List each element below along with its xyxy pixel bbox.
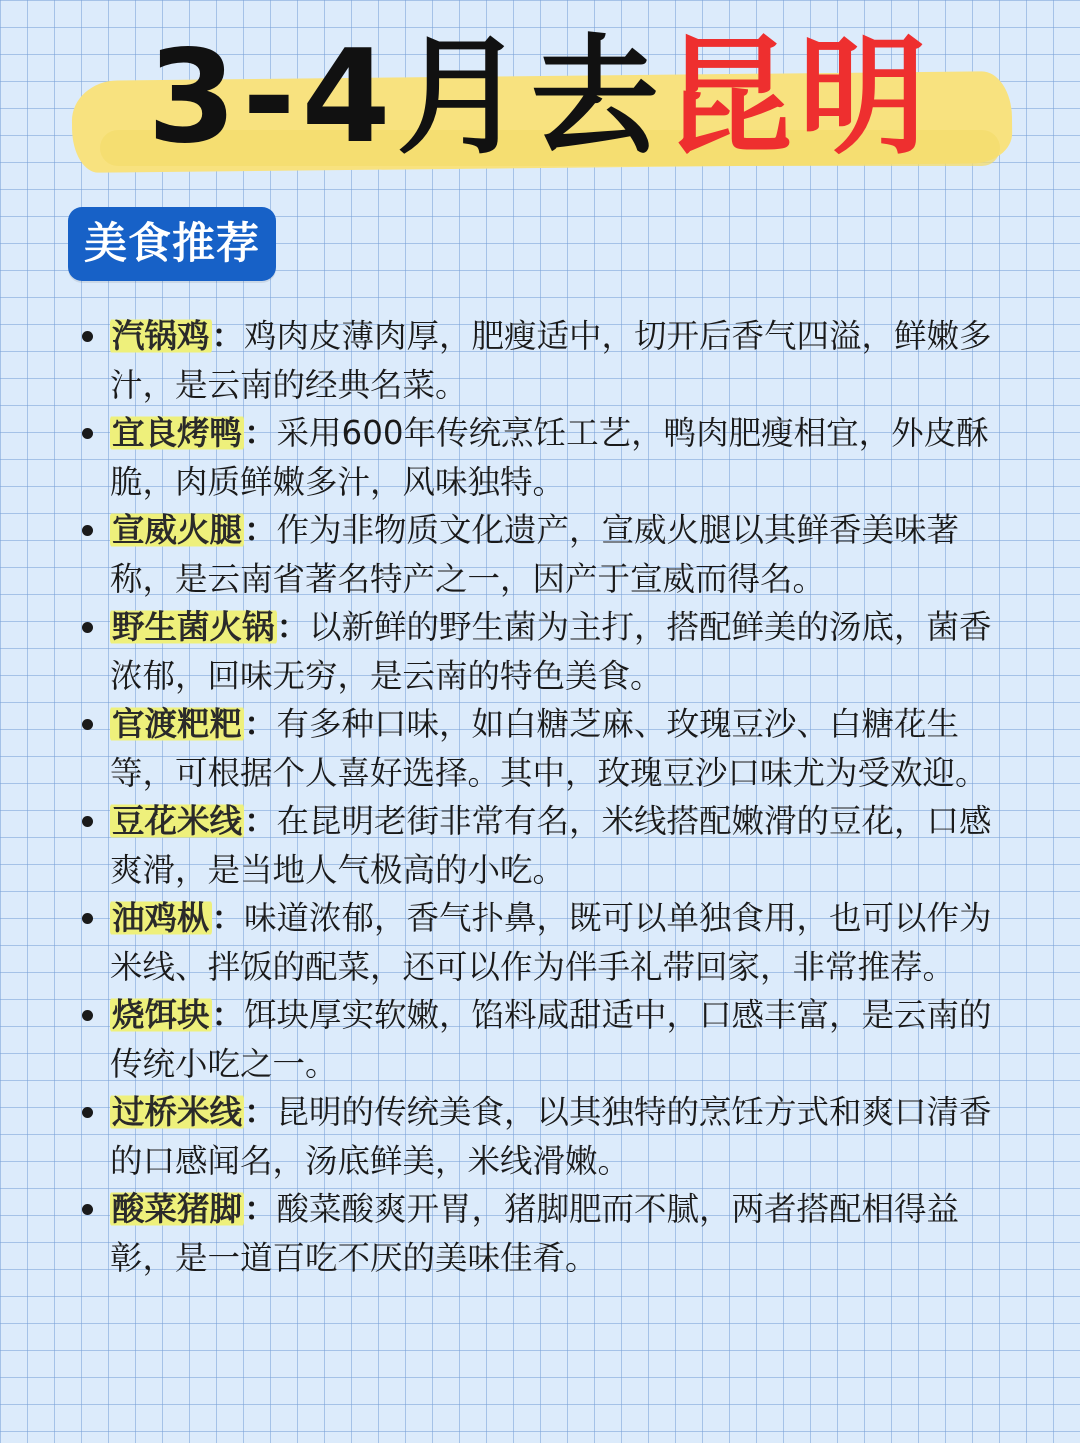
bullet-icon [82, 428, 93, 439]
food-name: 汽锅鸡 [112, 317, 210, 355]
title-main-text: 3-4月去 [147, 23, 665, 172]
section-badge-food: 美食推荐 [68, 207, 276, 281]
food-description: 在昆明老街非常有名，米线搭配嫩滑的豆花，口感爽滑，是当地人气极高的小吃。 [110, 802, 992, 889]
list-item [78, 991, 1018, 1088]
list-item [78, 506, 1018, 603]
food-description: 味道浓郁，香气扑鼻，既可以单独食用，也可以作为米线、拌饭的配菜，还可以作为伴手礼带回家，非常推荐。 [110, 899, 992, 986]
bullet-icon [82, 525, 93, 536]
food-description: 昆明的传统美食，以其独特的烹饪方式和爽口清香的口感闻名，汤底鲜美，米线滑嫩。 [110, 1093, 992, 1180]
separator: ： [244, 705, 277, 743]
list-item [78, 894, 1018, 991]
food-name: 豆花米线 [112, 802, 243, 840]
separator: ： [244, 511, 277, 549]
food-name: 油鸡枞 [112, 899, 210, 937]
food-description: 有多种口味，如白糖芝麻、玫瑰豆沙、白糖花生等，可根据个人喜好选择。其中，玫瑰豆沙口味尤为受欢迎。 [110, 705, 988, 792]
food-list [78, 312, 1018, 1282]
separator: ： [244, 1190, 277, 1228]
bullet-icon [82, 1204, 93, 1215]
bullet-icon [82, 622, 93, 633]
list-item [78, 1088, 1018, 1185]
separator: ： [211, 996, 245, 1034]
food-name: 酸菜猪脚 [112, 1190, 243, 1228]
bullet-icon [82, 1010, 93, 1021]
food-description: 饵块厚实软嫩，馅料咸甜适中，口感丰富，是云南的传统小吃之一。 [110, 996, 992, 1083]
food-description: 以新鲜的野生菌为主打，搭配鲜美的汤底，菌香浓郁，回味无穷，是云南的特色美食。 [110, 608, 992, 695]
food-name: 烧饵块 [112, 996, 210, 1034]
list-item [78, 1185, 1018, 1282]
food-name: 宜良烤鸭 [112, 414, 243, 452]
list-item [78, 603, 1018, 700]
bullet-icon [82, 816, 93, 827]
bullet-icon [82, 1107, 93, 1118]
food-name: 过桥米线 [112, 1093, 243, 1131]
separator: ： [211, 317, 245, 355]
bullet-icon [82, 719, 93, 730]
title-city-text: 昆明 [664, 23, 933, 172]
food-name: 野生菌火锅 [112, 608, 275, 646]
food-description: 采用600年传统烹饪工艺，鸭肉肥瘦相宜，外皮酥脆，肉质鲜嫩多汁，风味独特。 [110, 414, 989, 501]
separator: ： [244, 802, 277, 840]
list-item [78, 700, 1018, 797]
food-description: 作为非物质文化遗产，宣威火腿以其鲜香美味著称，是云南省著名特产之一，因产于宣威而得名。 [110, 511, 960, 598]
list-item [78, 312, 1018, 409]
separator: ： [211, 899, 245, 937]
food-name: 官渡粑粑 [112, 705, 243, 743]
list-item [78, 797, 1018, 894]
separator: ： [244, 1093, 277, 1131]
page-title [0, 18, 1080, 178]
title-banner [0, 18, 1080, 178]
food-name: 宣威火腿 [112, 511, 243, 549]
bullet-icon [82, 331, 93, 342]
separator: ： [244, 414, 277, 452]
food-description: 鸡肉皮薄肉厚，肥瘦适中，切开后香气四溢，鲜嫩多汁，是云南的经典名菜。 [110, 317, 992, 404]
list-item [78, 409, 1018, 506]
bullet-icon [82, 913, 93, 924]
food-description: 酸菜酸爽开胃，猪脚肥而不腻，两者搭配相得益彰，是一道百吃不厌的美味佳肴。 [110, 1190, 960, 1277]
separator: ： [276, 608, 310, 646]
